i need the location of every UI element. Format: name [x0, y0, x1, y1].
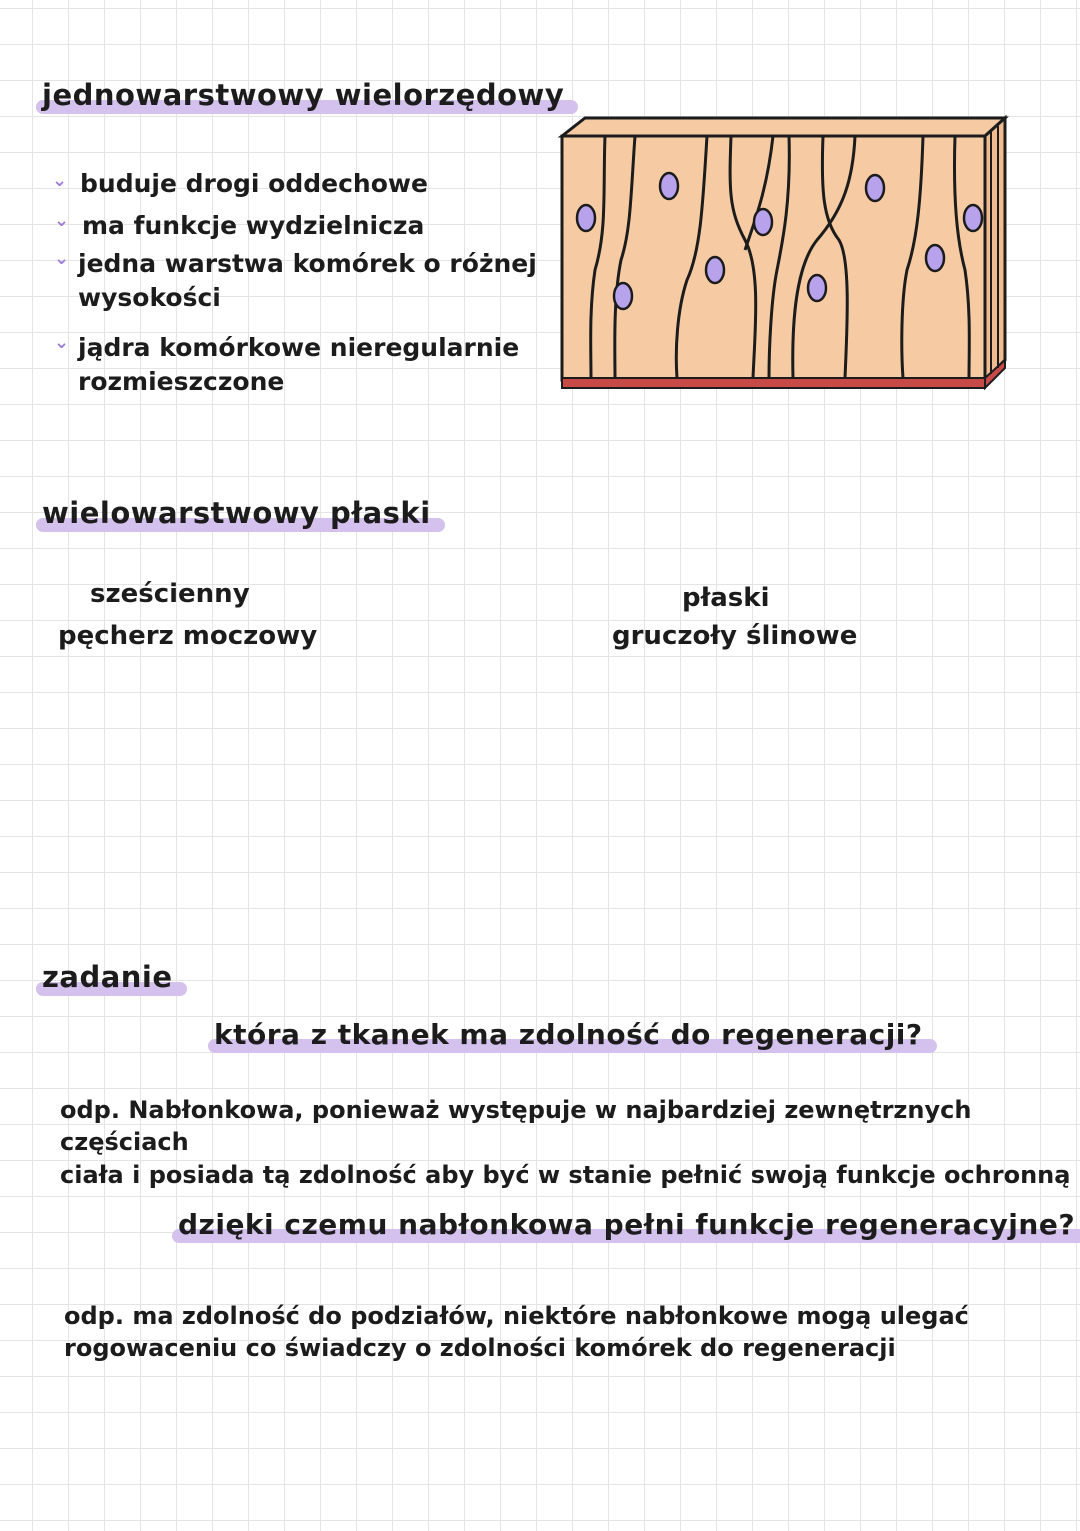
question-2 [178, 1210, 1075, 1241]
tissue-top-face [562, 118, 1005, 136]
right-label: płaski [682, 583, 770, 613]
bullet-item-continued: rozmieszczone [78, 367, 285, 396]
question-2-text: dzięki czemu nabłonkowa pełni funkcje regeneracyjne? [178, 1208, 1076, 1241]
question-1-text: która z tkanek ma zdolność do regeneracji? [214, 1018, 923, 1051]
nucleus [808, 275, 826, 301]
chevron-down-icon: ⌄ [52, 170, 68, 191]
chevron-down-icon: ⌄ [54, 248, 70, 269]
nucleus [614, 283, 632, 309]
right-example: gruczoły ślinowe [612, 621, 858, 651]
task-heading [42, 962, 173, 994]
nucleus [964, 205, 982, 231]
nucleus [577, 205, 595, 231]
pseudostratified-epithelium-illustration [555, 110, 1015, 400]
answer-2 [64, 1300, 969, 1365]
bullet-item: jądra komórkowe nieregularnie [78, 333, 520, 362]
question-1 [214, 1020, 923, 1051]
section2-heading-text: wielowarstwowy płaski [42, 496, 431, 530]
nucleus [754, 209, 772, 235]
bullet-item: jedna warstwa komórek o różnej [78, 249, 537, 278]
task-heading-text: zadanie [42, 960, 173, 994]
bullet-item-continued: wysokości [78, 283, 221, 312]
section1-heading-text: jednowarstwowy wielorzędowy [42, 78, 565, 112]
section1-heading [42, 80, 564, 112]
answer-2-line-1: odp. ma zdolność do podziałów, niektóre nabłonkowe mogą ulegać [64, 1302, 969, 1330]
tissue-side-face [985, 118, 1005, 380]
nucleus [926, 245, 944, 271]
answer-1-line-1: odp. Nabłonkowa, ponieważ występuje w najbardziej zewnętrznych częściach [60, 1096, 972, 1157]
answer-1-line-2: ciała i posiada tą zdolność aby być w stanie pełnić swoją funkcje ochronną [60, 1160, 1071, 1189]
nucleus [866, 175, 884, 201]
bullet-item: buduje drogi oddechowe [80, 169, 428, 198]
section2-heading [42, 498, 431, 530]
nucleus [660, 173, 678, 199]
bullet-item: ma funkcje wydzielnicza [82, 211, 425, 240]
nucleus [706, 257, 724, 283]
chevron-down-icon: ⌄ [54, 332, 70, 353]
answer-2-line-2: rogowaceniu co świadczy o zdolności komórek do regeneracji [64, 1334, 896, 1363]
left-label: sześcienny [90, 579, 250, 609]
answer-1 [60, 1094, 1080, 1191]
chevron-down-icon: ⌄ [54, 210, 70, 231]
basement-membrane [562, 378, 985, 388]
left-example: pęcherz moczowy [58, 621, 318, 651]
